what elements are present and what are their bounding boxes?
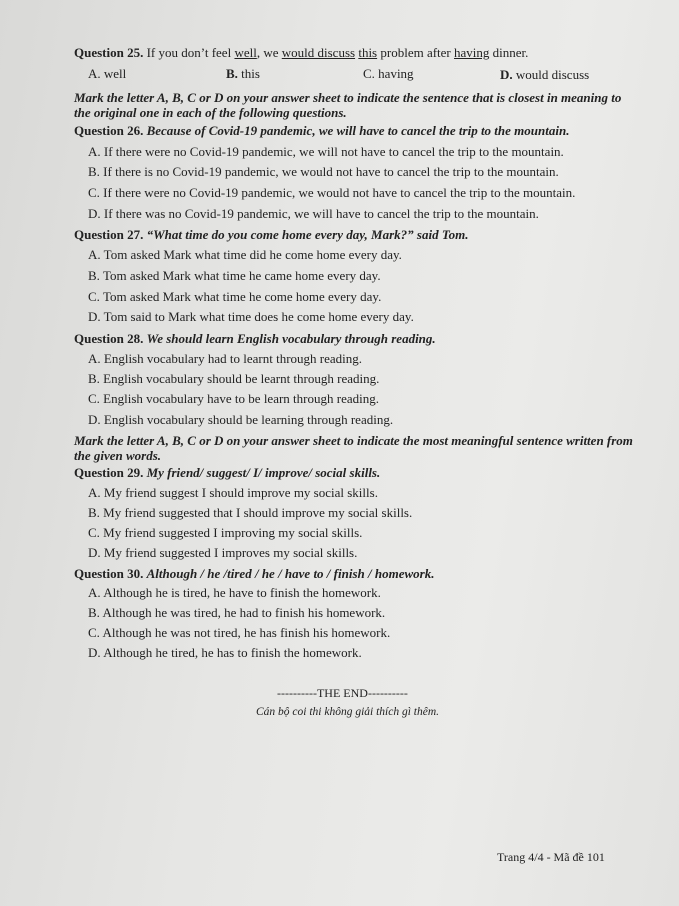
option-text: If there is no Covid-19 pandemic, we would not have to cancel the trip to the mountain. (103, 164, 559, 179)
q28-option-a (88, 351, 362, 367)
option-text: Tom asked Mark what time he came home every day. (102, 268, 381, 283)
option-letter: A. (88, 144, 101, 159)
option-letter: D. (500, 67, 513, 82)
option-letter: B. (88, 605, 100, 620)
option-letter: B. (88, 268, 100, 283)
q25-underlined-this: this (358, 45, 378, 60)
question-27-prompt: “What time do you come home every day, Mark?” said Tom. (146, 227, 469, 242)
option-text: My friend suggested I improves my social skills. (103, 545, 358, 560)
question-30-prompt: Although / he /tired / he / have to / finish / homework. (146, 566, 435, 581)
option-text: well (103, 66, 127, 81)
question-27-label: Question 27. (74, 227, 144, 242)
option-letter: A. (88, 247, 101, 262)
q29-option-a (88, 485, 378, 501)
option-text: My friend suggested that I should improve my social skills. (103, 505, 413, 520)
option-letter: C. (88, 525, 100, 540)
option-letter: A. (88, 585, 101, 600)
q29-option-b (88, 505, 412, 521)
option-letter: B. (88, 505, 100, 520)
option-text: having (378, 66, 414, 81)
option-letter: D. (88, 309, 101, 324)
q27-option-b (88, 268, 381, 284)
option-letter: A. (88, 351, 101, 366)
q26-option-a (88, 144, 564, 160)
option-letter: D. (88, 545, 101, 560)
q30-option-c (88, 625, 390, 641)
option-letter: A. (88, 66, 101, 81)
q25-option-a (88, 66, 126, 82)
q26-option-b (88, 164, 559, 180)
q25-option-d (500, 67, 589, 83)
proctor-note: Cán bộ coi thi không giải thích gì thêm. (256, 706, 440, 718)
q28-option-c (88, 391, 379, 407)
q29-option-d (88, 545, 357, 561)
q25-underlined-having: having (454, 45, 490, 60)
q27-option-c (88, 289, 381, 305)
q25-text-part: , we (256, 45, 282, 60)
q25-text-part: dinner. (489, 45, 529, 60)
option-letter: B. (226, 66, 238, 81)
option-letter: B. (88, 164, 100, 179)
question-30 (74, 566, 434, 582)
option-text: If there was no Covid-19 pandemic, we will have to cancel the trip to the mountain. (103, 206, 539, 221)
option-text: Although he was tired, he had to finish his homework. (102, 605, 386, 620)
q25-text-part: If you don’t feel (146, 45, 235, 60)
option-text: Although he tired, he has to finish the homework. (103, 645, 362, 660)
q25-text-part: problem after (377, 45, 455, 60)
option-letter: C. (88, 391, 100, 406)
option-text: Although he is tired, he have to finish the homework. (103, 585, 381, 600)
option-text: Tom said to Mark what time does he come home every day. (103, 309, 414, 324)
option-text: English vocabulary have to be learn through reading. (103, 391, 379, 406)
option-text: If there were no Covid-19 pandemic, we would not have to cancel the trip to the mountain. (103, 185, 576, 200)
option-text: My friend suggested I improving my social skills. (103, 525, 363, 540)
q26-option-c (88, 185, 575, 201)
q30-option-d (88, 645, 362, 661)
option-letter: C. (88, 185, 100, 200)
question-29 (74, 465, 380, 481)
question-27 (74, 227, 468, 243)
option-letter: D. (88, 645, 101, 660)
option-text: English vocabulary should be learning through reading. (103, 412, 394, 427)
question-26 (74, 123, 569, 139)
q29-option-c (88, 525, 362, 541)
option-text: English vocabulary had to learnt through reading. (103, 351, 363, 366)
option-letter: C. (363, 66, 375, 81)
q27-option-a (88, 247, 402, 263)
question-28-label: Question 28. (74, 331, 144, 346)
q27-option-d (88, 309, 414, 325)
question-28-prompt: We should learn English vocabulary through reading. (146, 331, 436, 346)
question-26-label: Question 26. (74, 123, 144, 138)
option-letter: B. (88, 371, 100, 386)
option-text: would discuss (515, 67, 590, 82)
question-25-label: Question 25. (74, 45, 144, 60)
option-letter: D. (88, 206, 101, 221)
q28-option-b (88, 371, 379, 387)
q30-option-a (88, 585, 381, 601)
q25-option-b (226, 66, 260, 82)
q26-option-d (88, 206, 539, 222)
option-letter: D. (88, 412, 101, 427)
instruction-closest-meaning: Mark the letter A, B, C or D on your answer sheet to indicate the sentence that is closest in meaning to the original one in each of the following questions. (74, 90, 622, 120)
option-text: Tom asked Mark what time did he come home every day. (103, 247, 402, 262)
option-text: English vocabulary should be learnt through reading. (103, 371, 380, 386)
instruction-meaningful-sentence: Mark the letter A, B, C or D on your answer sheet to indicate the most meaningful sentence written from the given words. (74, 433, 633, 463)
option-letter: A. (88, 485, 101, 500)
question-29-prompt: My friend/ suggest/ I/ improve/ social skills. (146, 465, 381, 480)
option-text: Tom asked Mark what time he come home every day. (102, 289, 382, 304)
q25-underlined-well: well (234, 45, 257, 60)
option-letter: C. (88, 625, 100, 640)
q25-underlined-would-discuss: would discuss (281, 45, 356, 60)
option-text: Although he was not tired, he has finish his homework. (102, 625, 391, 640)
the-end-marker: ----------THE END---------- (277, 686, 408, 700)
option-text: this (241, 66, 260, 81)
q30-option-b (88, 605, 385, 621)
q25-option-c (363, 66, 414, 82)
option-letter: C. (88, 289, 100, 304)
question-30-label: Question 30. (74, 566, 144, 581)
q28-option-d (88, 412, 393, 428)
page-footer: Trang 4/4 - Mã đề 101 (497, 850, 605, 864)
question-29-label: Question 29. (74, 465, 144, 480)
option-text: If there were no Covid-19 pandemic, we will not have to cancel the trip to the mountain. (103, 144, 564, 159)
question-28 (74, 331, 436, 347)
question-26-prompt: Because of Covid-19 pandemic, we will have to cancel the trip to the mountain. (146, 123, 570, 138)
option-text: My friend suggest I should improve my social skills. (103, 485, 378, 500)
question-25 (74, 45, 528, 61)
